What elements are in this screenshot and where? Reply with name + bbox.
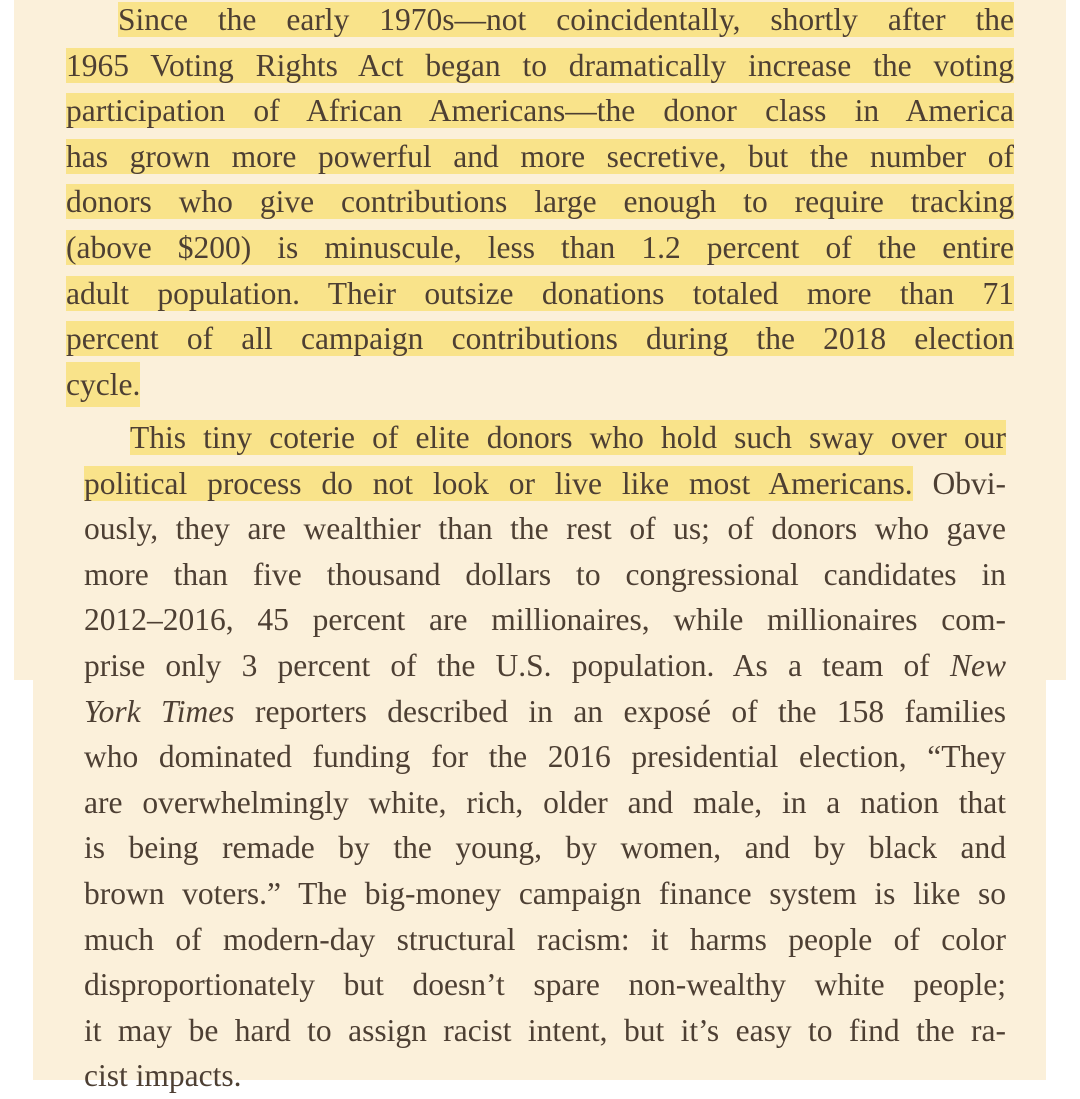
text-line: disproportionately but doesn’t spare non-wealthy white people; [84, 967, 1006, 1003]
text-line: it may be hard to assign racist intent, but it’s easy to find the ra- [84, 1012, 1006, 1048]
text-line: are overwhelmingly white, rich, older and male, in a nation that [84, 784, 1006, 820]
text-line: Obvi- [912, 465, 1006, 501]
highlighted-line[interactable]: donors who give contributions large enough to require tracking [66, 184, 1014, 220]
text-line: is being remade by the young, by women, and by black and [84, 830, 1006, 866]
text-line: more than five thousand dollars to congressional candidates in [84, 556, 1006, 592]
text-line: who dominated funding for the 2016 presidential election, “They [84, 739, 1006, 775]
highlighted-line[interactable]: 1965 Voting Rights Act began to dramatically increase the voting [66, 47, 1014, 83]
paragraph-1 [66, 0, 1014, 407]
text-line: much of modern-day structural racism: it harms people of color [84, 921, 1006, 957]
highlighted-sentence-end[interactable]: political process do not look or live like most Americans. [84, 465, 913, 501]
highlighted-line[interactable]: (above $200) is minuscule, less than 1.2 percent of the entire [66, 229, 1014, 265]
text-line: ously, they are wealthier than the rest of us; of donors who gave [84, 511, 1006, 547]
text-line: reporters described in an exposé of the 158 families [234, 693, 1006, 729]
highlighted-line[interactable]: cycle. [66, 362, 140, 408]
italic-publication-name: York Times [84, 693, 235, 729]
text-line: 2012–2016, 45 percent are millionaires, while millionaires com- [84, 602, 1006, 638]
italic-publication-name: New [949, 647, 1006, 683]
paragraph-2 [84, 415, 1006, 1099]
highlighted-line[interactable]: has grown more powerful and more secretive, but the number of [66, 138, 1014, 174]
text-line: cist impacts. [84, 1058, 242, 1094]
highlighted-line[interactable]: Since the early 1970s—not coincidentally, shortly after the [118, 2, 1014, 37]
text-line: prise only 3 percent of the U.S. population. As a team of [84, 647, 950, 683]
highlighted-line[interactable]: adult population. Their outsize donations totaled more than 71 [66, 275, 1014, 311]
text-line: brown voters.” The big-money campaign finance system is like so [84, 875, 1006, 911]
highlighted-line[interactable]: This tiny coterie of elite donors who hold such sway over our [130, 420, 1006, 455]
highlighted-line[interactable]: percent of all campaign contributions during the 2018 election [66, 321, 1014, 357]
highlighted-line[interactable]: participation of African Americans—the donor class in America [66, 93, 1014, 129]
